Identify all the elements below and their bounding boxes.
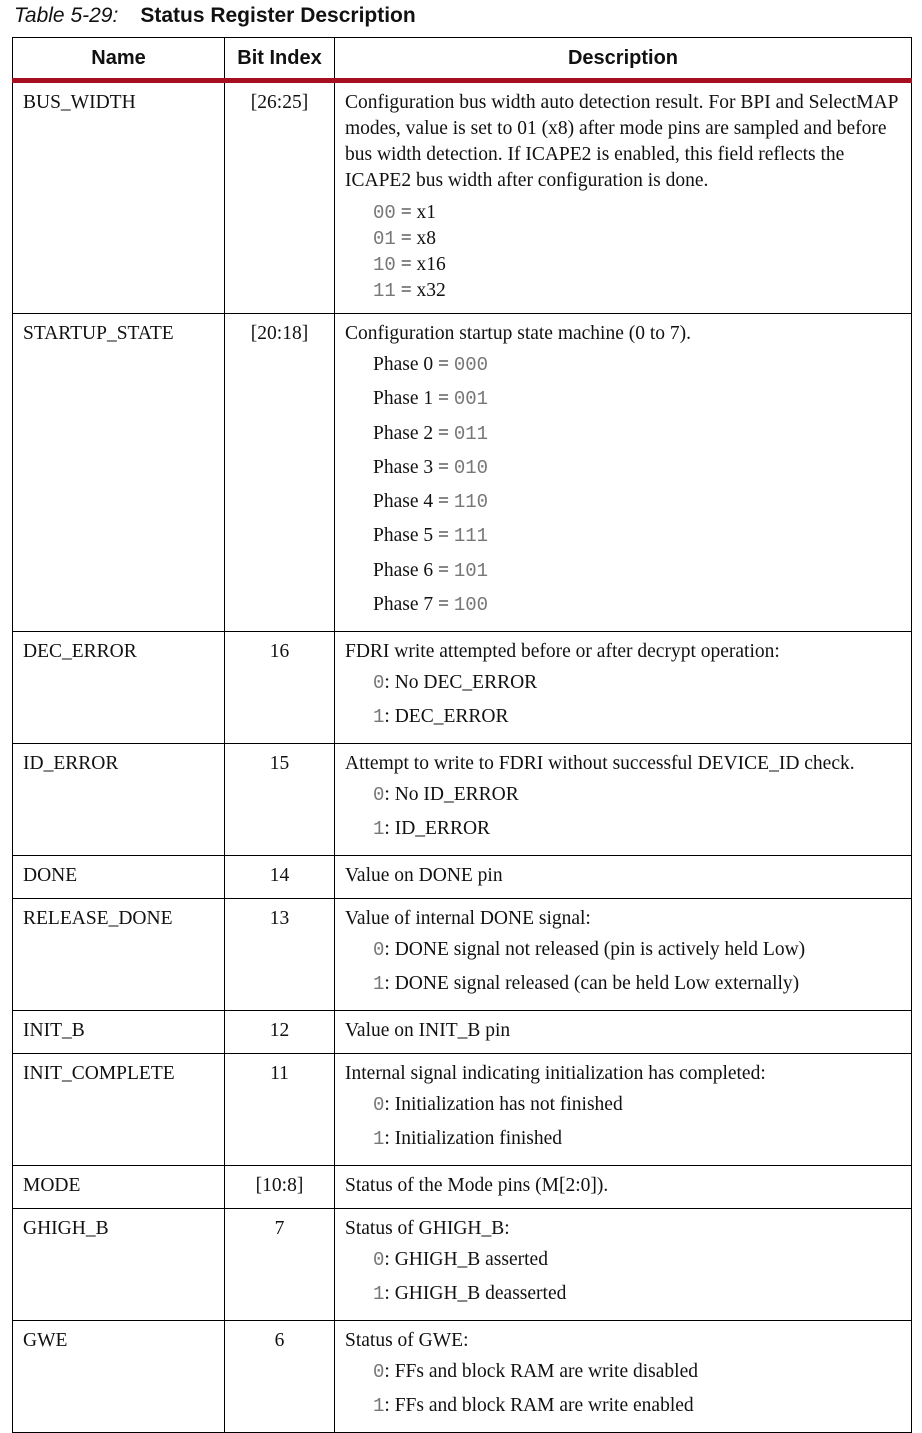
value-meaning: Phase 6 = — [373, 559, 454, 581]
description-text: Status of the Mode pins (M[2:0]). — [345, 1175, 609, 1197]
bit-index: 14 — [225, 856, 335, 899]
value-item — [373, 554, 901, 588]
table-row — [13, 1166, 912, 1209]
value-code: 0 — [373, 784, 385, 807]
table-row — [13, 1054, 912, 1166]
value-item — [373, 382, 901, 416]
field-name: BUS_WIDTH — [13, 81, 225, 314]
value-meaning: : FFs and block RAM are write enabled — [384, 1395, 694, 1417]
bit-index: 13 — [225, 899, 335, 1011]
value-item — [373, 226, 901, 252]
description-text: Value of internal DONE signal: — [345, 908, 591, 930]
value-code: 1 — [373, 1283, 385, 1306]
value-item — [373, 778, 901, 812]
field-description — [335, 81, 912, 314]
table-row — [13, 314, 912, 632]
field-name: DONE — [13, 856, 225, 899]
description-text: Status of GWE: — [345, 1330, 469, 1352]
value-item — [373, 485, 901, 519]
field-description — [335, 1209, 912, 1321]
value-item — [373, 451, 901, 485]
value-code: 011 — [453, 422, 489, 445]
description-text: Value on DONE pin — [345, 865, 503, 887]
value-meaning: Phase 0 = — [373, 354, 454, 375]
value-code: 1 — [373, 973, 385, 996]
field-description — [335, 1321, 912, 1433]
value-list — [373, 933, 901, 1001]
bit-index: [26:25] — [225, 81, 335, 314]
value-meaning: : Initialization finished — [384, 1128, 563, 1150]
value-item — [373, 348, 901, 382]
value-code: 0 — [373, 672, 385, 695]
value-meaning: : ID_ERROR — [384, 818, 491, 840]
value-item — [373, 700, 901, 734]
bit-index: 12 — [225, 1011, 335, 1054]
description-text: Internal signal indicating initialization has completed: — [345, 1063, 766, 1085]
value-code: 0 — [373, 1094, 385, 1117]
value-code: 101 — [453, 559, 489, 582]
field-name: GWE — [13, 1321, 225, 1433]
description-text: Status of GHIGH_B: — [345, 1218, 510, 1240]
field-name: ID_ERROR — [13, 744, 225, 856]
value-meaning: : Initialization has not finished — [384, 1094, 623, 1116]
bit-index: 7 — [225, 1209, 335, 1321]
value-code: 11 — [373, 280, 396, 302]
value-meaning: = x1 — [395, 202, 437, 223]
value-code: 10 — [373, 254, 396, 276]
table-title: Status Register Description — [140, 4, 416, 27]
description-text: Attempt to write to FDRI without successful DEVICE_ID check. — [345, 753, 855, 775]
value-item — [373, 1088, 901, 1122]
bit-index: [10:8] — [225, 1166, 335, 1209]
value-code: 1 — [373, 818, 385, 841]
description-text: Value on INIT_B pin — [345, 1020, 511, 1042]
value-item — [373, 967, 901, 1001]
status-register-table — [12, 37, 912, 1433]
description-text: FDRI write attempted before or after decrypt operation: — [345, 641, 780, 663]
value-code: 1 — [373, 706, 385, 729]
column-header-name: Name — [13, 38, 225, 81]
bit-index: 16 — [225, 632, 335, 744]
table-number: Table 5-29: — [14, 4, 119, 27]
value-item — [373, 1122, 901, 1156]
table-header-row — [13, 38, 912, 81]
bit-index: 11 — [225, 1054, 335, 1166]
field-name: STARTUP_STATE — [13, 314, 225, 632]
value-code: 1 — [373, 1128, 385, 1151]
field-description — [335, 1054, 912, 1166]
field-description — [335, 1166, 912, 1209]
table-row — [13, 1011, 912, 1054]
value-meaning: = x16 — [395, 254, 446, 275]
field-description — [335, 314, 912, 632]
value-item — [373, 1277, 901, 1311]
value-meaning: : DONE signal not released (pin is actively held Low) — [384, 939, 806, 961]
bit-index: [20:18] — [225, 314, 335, 632]
field-name: DEC_ERROR — [13, 632, 225, 744]
table-caption — [14, 2, 416, 30]
value-code: 0 — [373, 939, 385, 962]
table-row — [13, 744, 912, 856]
table-row — [13, 899, 912, 1011]
value-meaning: = x8 — [395, 228, 437, 249]
value-item — [373, 519, 901, 553]
value-list — [373, 1355, 901, 1423]
field-name: INIT_B — [13, 1011, 225, 1054]
value-code: 1 — [373, 1395, 385, 1418]
value-code: 01 — [373, 228, 396, 250]
value-meaning: : GHIGH_B asserted — [384, 1249, 548, 1271]
field-description — [335, 744, 912, 856]
value-list — [373, 666, 901, 734]
table-row — [13, 856, 912, 899]
bit-index: 6 — [225, 1321, 335, 1433]
field-description — [335, 899, 912, 1011]
column-header-bit-index: Bit Index — [225, 38, 335, 81]
value-meaning: : DONE signal released (can be held Low externally) — [384, 973, 800, 995]
field-description — [335, 632, 912, 744]
field-description — [335, 856, 912, 899]
column-header-description: Description — [335, 38, 912, 81]
value-meaning: Phase 3 = — [373, 456, 454, 478]
value-meaning: : No DEC_ERROR — [384, 672, 538, 694]
value-item — [373, 812, 901, 846]
field-description — [335, 1011, 912, 1054]
value-code: 010 — [453, 456, 489, 479]
table-row — [13, 632, 912, 744]
value-code: 0 — [373, 1361, 385, 1384]
value-item — [373, 933, 901, 967]
value-code: 001 — [453, 388, 489, 411]
value-item — [373, 200, 901, 226]
value-list — [373, 348, 901, 622]
value-meaning: : No ID_ERROR — [384, 784, 519, 806]
field-name: RELEASE_DONE — [13, 899, 225, 1011]
field-name: GHIGH_B — [13, 1209, 225, 1321]
value-meaning: Phase 2 = — [373, 422, 454, 444]
table-row — [13, 1321, 912, 1433]
value-item — [373, 1389, 901, 1423]
value-list — [373, 200, 901, 304]
value-item — [373, 1243, 901, 1277]
description-text: Configuration startup state machine (0 to 7). — [345, 323, 692, 344]
value-item — [373, 417, 901, 451]
value-list — [373, 778, 901, 846]
value-meaning: : DEC_ERROR — [384, 706, 509, 728]
value-list — [373, 1243, 901, 1311]
value-meaning: : GHIGH_B deasserted — [384, 1283, 567, 1305]
field-name: INIT_COMPLETE — [13, 1054, 225, 1166]
value-code: 000 — [453, 354, 489, 376]
value-list — [373, 1088, 901, 1156]
description-text: Configuration bus width auto detection result. For BPI and SelectMAP modes, value is set to 01 (x8) after mode pins are sampled and before bus width detection. If ICAPE2 is enabled, this field reflects the ICAPE2 bus width after configuration is done. — [345, 92, 898, 191]
value-meaning: Phase 7 = — [373, 594, 454, 616]
table-row — [13, 81, 912, 314]
value-code: 110 — [453, 491, 489, 514]
value-item — [373, 1355, 901, 1389]
value-meaning: Phase 4 = — [373, 491, 454, 513]
table-row — [13, 1209, 912, 1321]
value-item — [373, 588, 901, 622]
value-meaning: : FFs and block RAM are write disabled — [384, 1361, 698, 1383]
value-item — [373, 278, 901, 304]
value-code: 111 — [453, 525, 489, 548]
value-meaning: Phase 1 = — [373, 388, 454, 410]
field-name: MODE — [13, 1166, 225, 1209]
bit-index: 15 — [225, 744, 335, 856]
value-item — [373, 666, 901, 700]
value-item — [373, 252, 901, 278]
value-code: 00 — [373, 202, 396, 224]
value-meaning: = x32 — [395, 280, 446, 301]
value-code: 100 — [453, 594, 489, 617]
value-meaning: Phase 5 = — [373, 525, 454, 547]
value-code: 0 — [373, 1249, 385, 1272]
